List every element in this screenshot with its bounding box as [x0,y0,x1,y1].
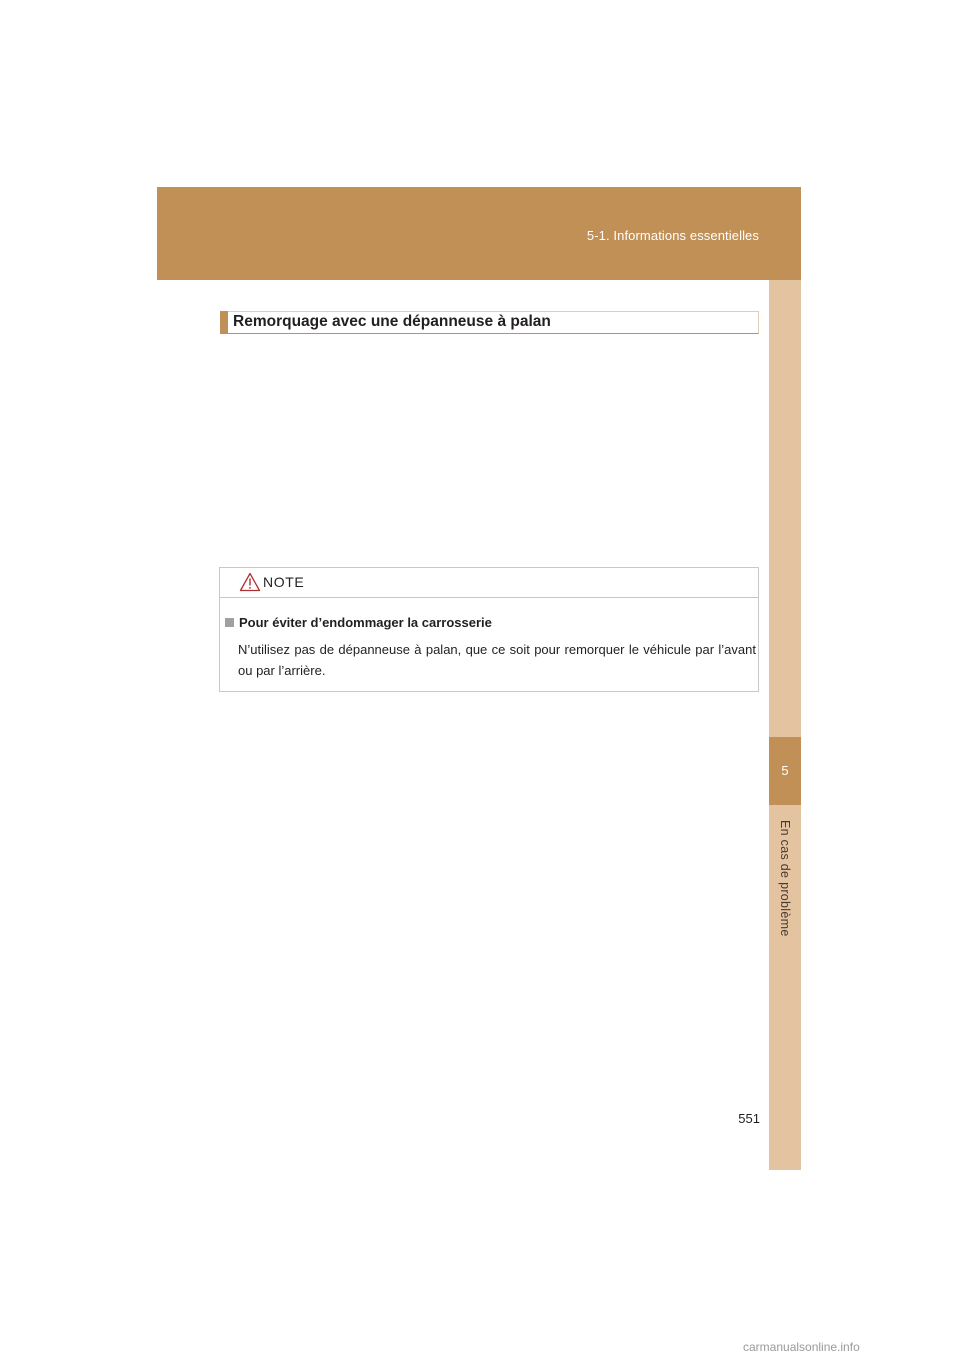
watermark: carmanualsonline.info [743,1340,860,1354]
chapter-number: 5 [781,763,789,778]
section-heading-title: Remorquage avec une dépanneuse à palan [233,313,551,330]
warning-triangle-icon [239,572,261,592]
note-subheading [225,615,492,630]
section-heading [220,311,759,334]
side-thumb-strip [769,280,801,1170]
note-subheading-text: Pour éviter d’endommager la carrosserie [239,615,492,630]
section-label: 5-1. Informations essentielles [586,228,759,243]
chapter-tab [769,737,801,805]
note-label: NOTE [263,574,305,590]
note-body: N’utilisez pas de dépanneuse à palan, que ce soit pour remorquer le véhicule par l’avant ou par l’arrière. [238,642,756,678]
note-box [219,567,759,692]
chapter-header-band [157,187,801,280]
chapter-title: En cas de problème [778,820,792,937]
heading-accent-bar [220,311,228,334]
square-bullet-icon [225,618,234,627]
page-number: 551 [738,1111,760,1126]
note-header [220,568,758,598]
